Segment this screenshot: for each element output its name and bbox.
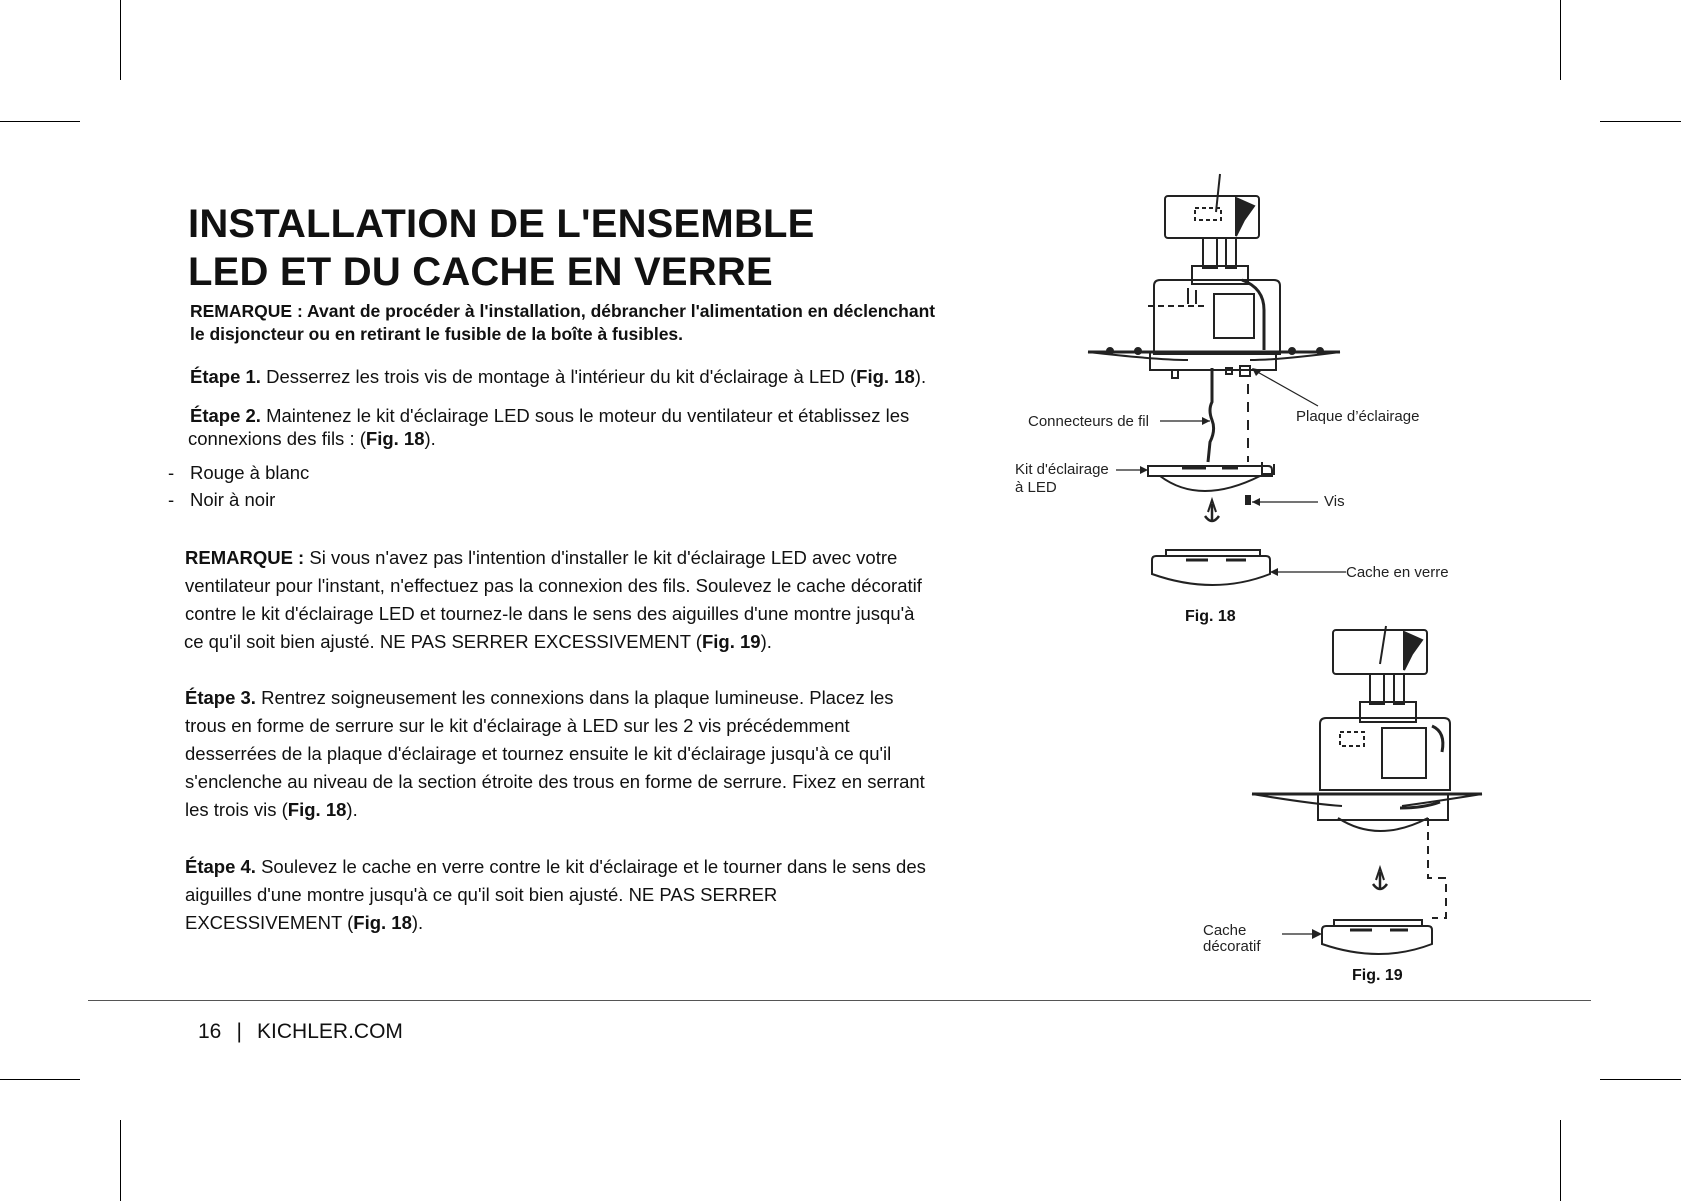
caution-text: EXCESSIVEMENT (185, 912, 342, 933)
callout-light-plate: Plaque d’éclairage (1296, 408, 1420, 425)
note-text: ce qu'il soit bien ajusté. (184, 631, 380, 652)
list-item-text: Noir à noir (190, 489, 276, 510)
note-text: contre le kit d'éclairage LED et tournez-le dans le sens des aiguilles d'une montre jusqu'à (185, 603, 915, 624)
callout-line: décoratif (1203, 938, 1261, 955)
callout-glass-cover: Cache en verre (1346, 564, 1449, 581)
page-number: 16 (198, 1020, 222, 1043)
fig-ref: Fig. 18 (287, 799, 347, 820)
step-label: Étape 4. (185, 856, 256, 877)
list-dash: - (168, 489, 175, 510)
list-item-text: Rouge à blanc (190, 462, 310, 483)
step-text: ). (411, 912, 424, 933)
note-text: Si vous n'avez pas l'intention d'installer le kit d'éclairage LED avec votre (304, 547, 898, 568)
step-label: Étape 2. (190, 405, 261, 426)
step-text: Rentrez soigneusement les connexions dans la plaque lumineuse. Placez les (255, 687, 894, 708)
callout-line: Kit d'éclairage (1015, 461, 1109, 478)
note-line: le disjoncteur ou en retirant le fusible de la boîte à fusibles. (190, 324, 684, 344)
step-text: ). (346, 799, 358, 820)
step-label: Étape 1. (190, 366, 261, 387)
fig19-fan-motor-illustration (1252, 626, 1482, 954)
callout-led-kit (1015, 461, 1109, 497)
step-text: Soulevez le cache en verre contre le kit d'éclairage et le tourner dans le sens des (255, 856, 926, 877)
step-text: connexions des fils : ( (188, 428, 366, 449)
callout-wire-connectors: Connecteurs de fil (1028, 413, 1149, 430)
fig18-callout-lines (1116, 370, 1346, 572)
callout-screw: Vis (1324, 493, 1345, 510)
step-text: ( (341, 912, 354, 933)
step-label: Étape 3. (185, 687, 256, 708)
note-text: ( (690, 631, 702, 652)
title-line-1: INSTALLATION DE L'ENSEMBLE (188, 202, 815, 246)
fig18-caption: Fig. 18 (1185, 608, 1236, 625)
footer-site-link[interactable]: KICHLER.COM (257, 1020, 403, 1043)
callout-decorative-cover (1203, 923, 1261, 955)
step-text: s'enclenche au niveau de la section étroite des trous en forme de serrure. Fixez en serrant (185, 771, 925, 792)
note-line: REMARQUE : Avant de procéder à l'installation, débrancher l'alimentation en déclenchant (190, 301, 936, 321)
fig-ref: Fig. 18 (365, 428, 425, 449)
fig-ref: Fig. 18 (353, 912, 412, 933)
fig-ref: Fig. 19 (701, 631, 761, 652)
note-label: REMARQUE : (185, 547, 305, 568)
step-text: ). (424, 428, 436, 449)
fig-ref: Fig. 18 (856, 366, 915, 387)
step-text: Desserrez les trois vis de montage à l'intérieur du kit d'éclairage à LED ( (260, 366, 857, 387)
list-dash: - (168, 462, 175, 483)
note-text: ventilateur pour l'instant, n'effectuez pas la connexion des fils. Soulevez le cache décoratif (185, 575, 922, 596)
fig18-fan-motor-illustration (1088, 174, 1340, 585)
step-text: desserrées de la plaque d'éclairage et tournez ensuite le kit d'éclairage jusqu'à ce qu'il (185, 743, 892, 764)
callout-line: à LED (1015, 479, 1057, 496)
caution-text: NE PAS SERRER (628, 884, 778, 905)
step-text: ). (914, 366, 927, 387)
fig19-caption: Fig. 19 (1352, 967, 1403, 984)
step-text: Maintenez le kit d'éclairage LED sous le moteur du ventilateur et établissez les (260, 405, 910, 426)
step-text: trous en forme de serrure sur le kit d'éclairage à LED sur les 2 vis précédemment (185, 715, 850, 736)
callout-line: Cache (1203, 922, 1247, 939)
note-text: ). (760, 631, 772, 652)
title-line-2: LED ET DU CACHE EN VERRE (188, 250, 773, 294)
step-text: les trois vis ( (185, 799, 288, 820)
footer-separator: | (236, 1020, 242, 1043)
step-text: aiguilles d'une montre jusqu'à ce qu'il soit bien ajusté. (185, 884, 629, 905)
caution-text: NE PAS SERRER EXCESSIVEMENT (379, 631, 691, 652)
